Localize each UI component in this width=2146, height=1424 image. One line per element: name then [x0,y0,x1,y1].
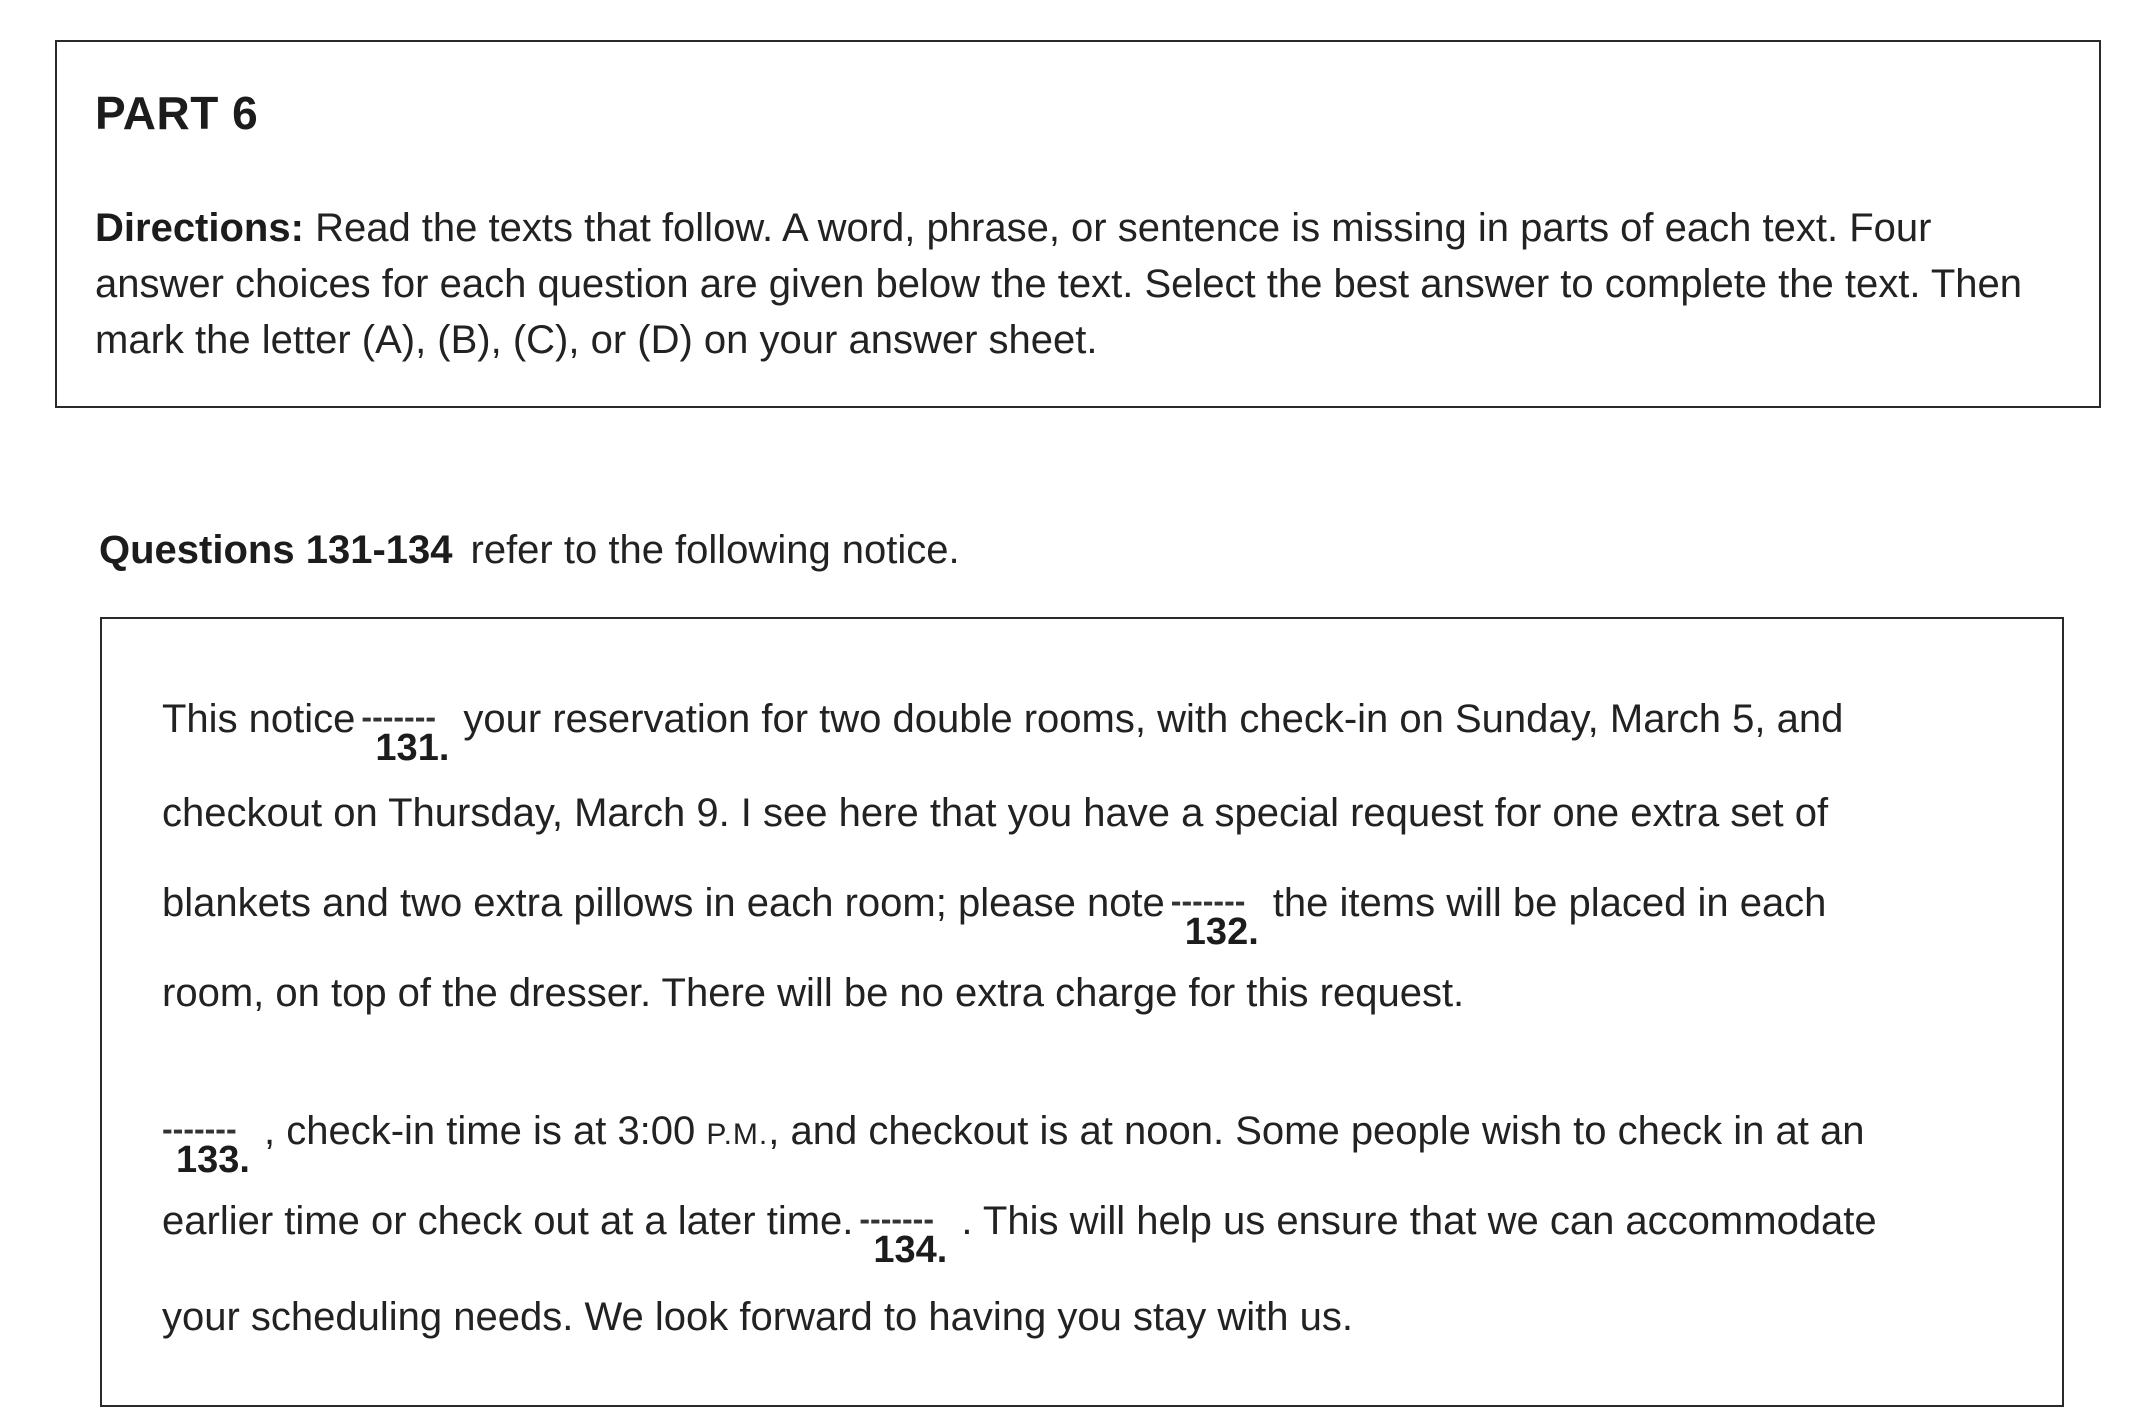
notice-text: the items will be placed in each [1272,881,1827,925]
directions-box [55,40,2101,408]
blank-132 [1170,883,1267,953]
notice-line-1 [162,697,1844,769]
directions-text: Read the texts that follow. A word, phrase, or sentence is missing in parts of each text. Four answer choices for each question are given below the text. Select the best answer to complete the text. Then mark the letter (A), (B), (C), or (D) on your answer sheet. [95,206,2023,362]
notice-line-3 [162,881,1827,953]
notice-text: earlier time or check out at a later time. [162,1199,854,1243]
directions-label: Directions: [95,206,304,250]
question-number-132: 132. [1184,911,1259,953]
blank-134 [859,1201,955,1271]
blank-dashes: ------- [361,699,437,735]
notice-line-6 [162,1199,1877,1271]
part-title: PART 6 [95,87,259,139]
notice-text: , check-in time is at 3:00 [264,1109,696,1153]
blank-dashes: ------- [162,1111,237,1147]
questions-heading [99,528,960,573]
questions-range: Questions 131-134 [99,528,453,572]
questions-heading-text: refer to the following notice. [470,528,960,572]
notice-text: . This will help us ensure that we can accommodate [961,1199,1877,1243]
blank-131 [361,699,457,769]
notice-text: , and checkout is at noon. Some people wish to check in at an [768,1109,1865,1153]
notice-box [100,617,2064,1407]
blank-dashes: ------- [859,1201,934,1237]
question-number-134: 134. [873,1229,948,1271]
notice-line-4: room, on top of the dresser. There will be no extra charge for this request. [162,971,1465,1015]
notice-line-5 [162,1109,1865,1181]
blank-133 [162,1111,258,1181]
notice-text: This notice [162,697,356,741]
notice-text: blankets and two extra pillows in each room; please note [162,881,1165,925]
question-number-133: 133. [176,1139,250,1181]
notice-text: your reservation for two double rooms, with check-in on Sunday, March 5, and [463,697,1844,741]
notice-line-2: checkout on Thursday, March 9. I see here that you have a special request for one extra set of [162,791,1829,835]
pm-abbreviation: P.M. [706,1118,769,1151]
blank-dashes: ------- [1170,883,1246,919]
question-number-131: 131. [375,727,450,769]
notice-line-7: your scheduling needs. We look forward to having you stay with us. [162,1295,1354,1339]
directions-paragraph [95,200,2055,368]
